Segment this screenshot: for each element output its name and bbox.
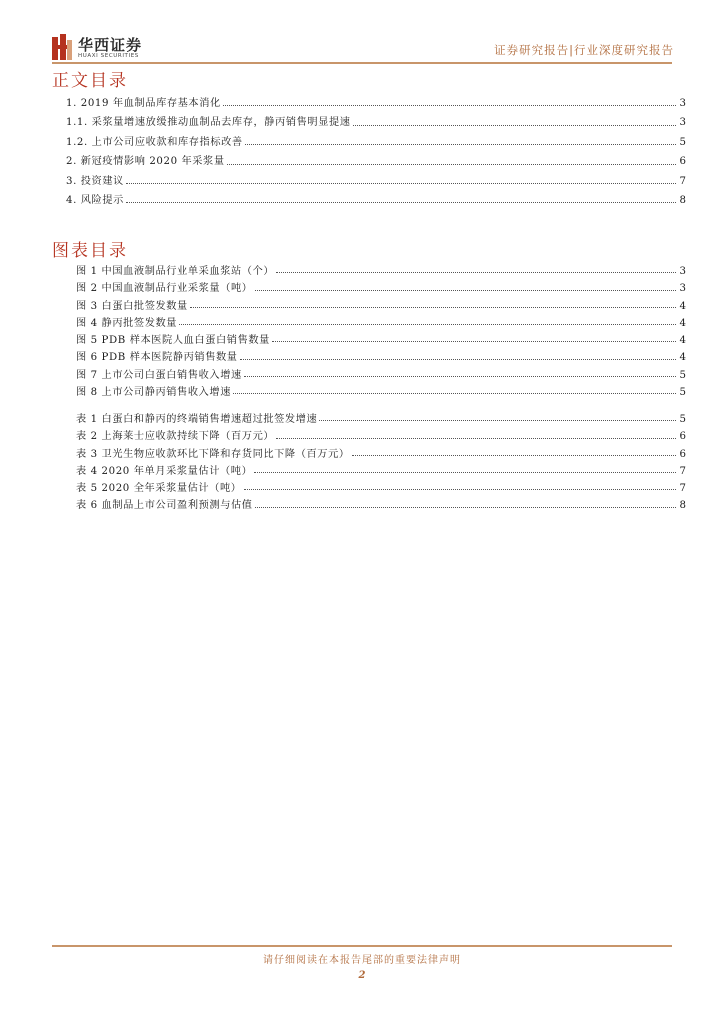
contents-entry[interactable] bbox=[52, 94, 686, 113]
figure-entry-label: 图 2 中国血液制品行业采浆量（吨） bbox=[76, 283, 253, 295]
contents-entry[interactable] bbox=[52, 191, 686, 210]
charts-index-title: 图表目录 bbox=[52, 241, 128, 261]
dot-leader bbox=[255, 290, 676, 291]
figure-entry-label: 图 5 PDB 样本医院人血白蛋白销售数量 bbox=[76, 335, 270, 347]
huaxi-logo-icon bbox=[52, 34, 72, 60]
dot-leader bbox=[276, 272, 676, 273]
contents-entry-page: 8 bbox=[679, 195, 686, 207]
table-entry[interactable] bbox=[52, 411, 686, 428]
table-entry-label: 表 1 白蛋白和静丙的终端销售增速超过批签发增速 bbox=[76, 414, 318, 425]
figure-entry-page: 4 bbox=[679, 335, 686, 347]
contents-entry[interactable] bbox=[52, 133, 686, 152]
dot-leader bbox=[245, 144, 676, 145]
figure-entry[interactable] bbox=[52, 332, 686, 349]
dot-leader bbox=[244, 376, 676, 377]
table-entry-page: 7 bbox=[679, 483, 686, 495]
figure-entry[interactable] bbox=[52, 384, 686, 401]
table-entry[interactable] bbox=[52, 463, 686, 480]
dot-leader bbox=[126, 183, 676, 184]
contents-entry-label: 1.1. 采浆量增速放缓推动血制品去库存，静丙销售明显提速 bbox=[66, 117, 351, 129]
logo-english-name: HUAXI SECURITIES bbox=[78, 53, 139, 59]
contents-entry-label: 4. 风险提示 bbox=[66, 195, 124, 207]
figure-entry-page: 4 bbox=[679, 300, 686, 312]
dot-leader bbox=[126, 202, 676, 203]
figure-entry-page: 5 bbox=[679, 387, 686, 399]
contents-title: 正文目录 bbox=[52, 71, 128, 91]
report-type: 证券研究报告|行业深度研究报告 bbox=[494, 43, 674, 57]
table-entry-page: 8 bbox=[679, 500, 686, 512]
dot-leader bbox=[276, 438, 676, 439]
contents-entry-label: 3. 投资建议 bbox=[66, 175, 124, 187]
figure-entry-label: 图 7 上市公司白蛋白销售收入增速 bbox=[76, 369, 242, 381]
figure-entry[interactable] bbox=[52, 367, 686, 384]
figure-entry-label: 图 3 白蛋白批签发数量 bbox=[76, 300, 188, 312]
tables-list bbox=[52, 411, 686, 515]
dot-leader bbox=[244, 489, 676, 490]
figure-entry-page: 5 bbox=[679, 369, 686, 381]
table-entry-label: 表 6 血制品上市公司盈利预测与估值 bbox=[76, 500, 253, 512]
figure-entry-label: 图 4 静丙批签发数量 bbox=[76, 317, 178, 329]
table-entry[interactable] bbox=[52, 446, 686, 463]
dot-leader bbox=[319, 420, 676, 421]
table-entry-label: 表 4 2020 年单月采浆量估计（吨） bbox=[76, 465, 253, 477]
figure-entry-page: 3 bbox=[679, 266, 686, 277]
table-entry[interactable] bbox=[52, 428, 686, 445]
contents-entry-page: 7 bbox=[679, 175, 686, 187]
figure-entry[interactable] bbox=[52, 280, 686, 297]
figure-entry-label: 图 8 上市公司静丙销售收入增速 bbox=[76, 387, 231, 399]
contents-entry-label: 1.2. 上市公司应收款和库存指标改善 bbox=[66, 136, 243, 148]
figure-entry[interactable] bbox=[52, 298, 686, 315]
figure-entry-label: 图 1 中国血液制品行业单采血浆站（个） bbox=[76, 266, 275, 277]
contents-entry-page: 3 bbox=[679, 117, 686, 129]
footer-divider bbox=[52, 945, 672, 947]
dot-leader bbox=[352, 455, 676, 456]
logo-chinese-name: 华西证券 bbox=[78, 36, 143, 54]
figure-entry-page: 3 bbox=[679, 283, 686, 295]
dot-leader bbox=[353, 125, 676, 126]
table-entry-label: 表 5 2020 全年采浆量估计（吨） bbox=[76, 483, 242, 495]
table-entry[interactable] bbox=[52, 497, 686, 514]
legal-disclaimer: 请仔细阅读在本报告尾部的重要法律声明 bbox=[263, 955, 461, 966]
table-entry-label: 表 2 上海莱士应收款持续下降（百万元） bbox=[76, 431, 275, 443]
dot-leader bbox=[272, 341, 676, 342]
contents-entry[interactable] bbox=[52, 113, 686, 132]
contents-entry-page: 3 bbox=[679, 98, 686, 109]
header-divider bbox=[52, 62, 672, 64]
dot-leader bbox=[223, 105, 676, 106]
table-entry-page: 6 bbox=[679, 448, 686, 460]
dot-leader bbox=[227, 164, 676, 165]
dot-leader bbox=[254, 472, 676, 473]
figure-entry-page: 4 bbox=[679, 352, 686, 364]
table-entry-page: 5 bbox=[679, 414, 686, 425]
table-entry-label: 表 3 卫光生物应收款环比下降和存货同比下降（百万元） bbox=[76, 448, 350, 460]
contents-entry-page: 5 bbox=[679, 136, 686, 148]
table-entry-page: 6 bbox=[679, 431, 686, 443]
figure-entry-label: 图 6 PDB 样本医院静丙销售数量 bbox=[76, 352, 238, 364]
table-entry-page: 7 bbox=[679, 465, 686, 477]
dot-leader bbox=[190, 307, 676, 308]
figure-entry[interactable] bbox=[52, 263, 686, 280]
figure-entry[interactable] bbox=[52, 349, 686, 366]
dot-leader bbox=[240, 359, 676, 360]
company-logo bbox=[52, 34, 162, 60]
dot-leader bbox=[179, 324, 676, 325]
contents-entry-page: 6 bbox=[679, 156, 686, 168]
contents-list bbox=[52, 94, 686, 210]
contents-entry-label: 2. 新冠疫情影响 2020 年采浆量 bbox=[66, 156, 225, 168]
dot-leader bbox=[255, 507, 676, 508]
contents-entry[interactable] bbox=[52, 152, 686, 171]
figure-entry-page: 4 bbox=[679, 317, 686, 329]
table-entry[interactable] bbox=[52, 480, 686, 497]
dot-leader bbox=[233, 393, 676, 394]
contents-entry[interactable] bbox=[52, 172, 686, 191]
figures-list bbox=[52, 263, 686, 401]
figure-entry[interactable] bbox=[52, 315, 686, 332]
contents-entry-label: 1. 2019 年血制品库存基本消化 bbox=[66, 98, 221, 109]
page-number: 2 bbox=[358, 970, 366, 981]
